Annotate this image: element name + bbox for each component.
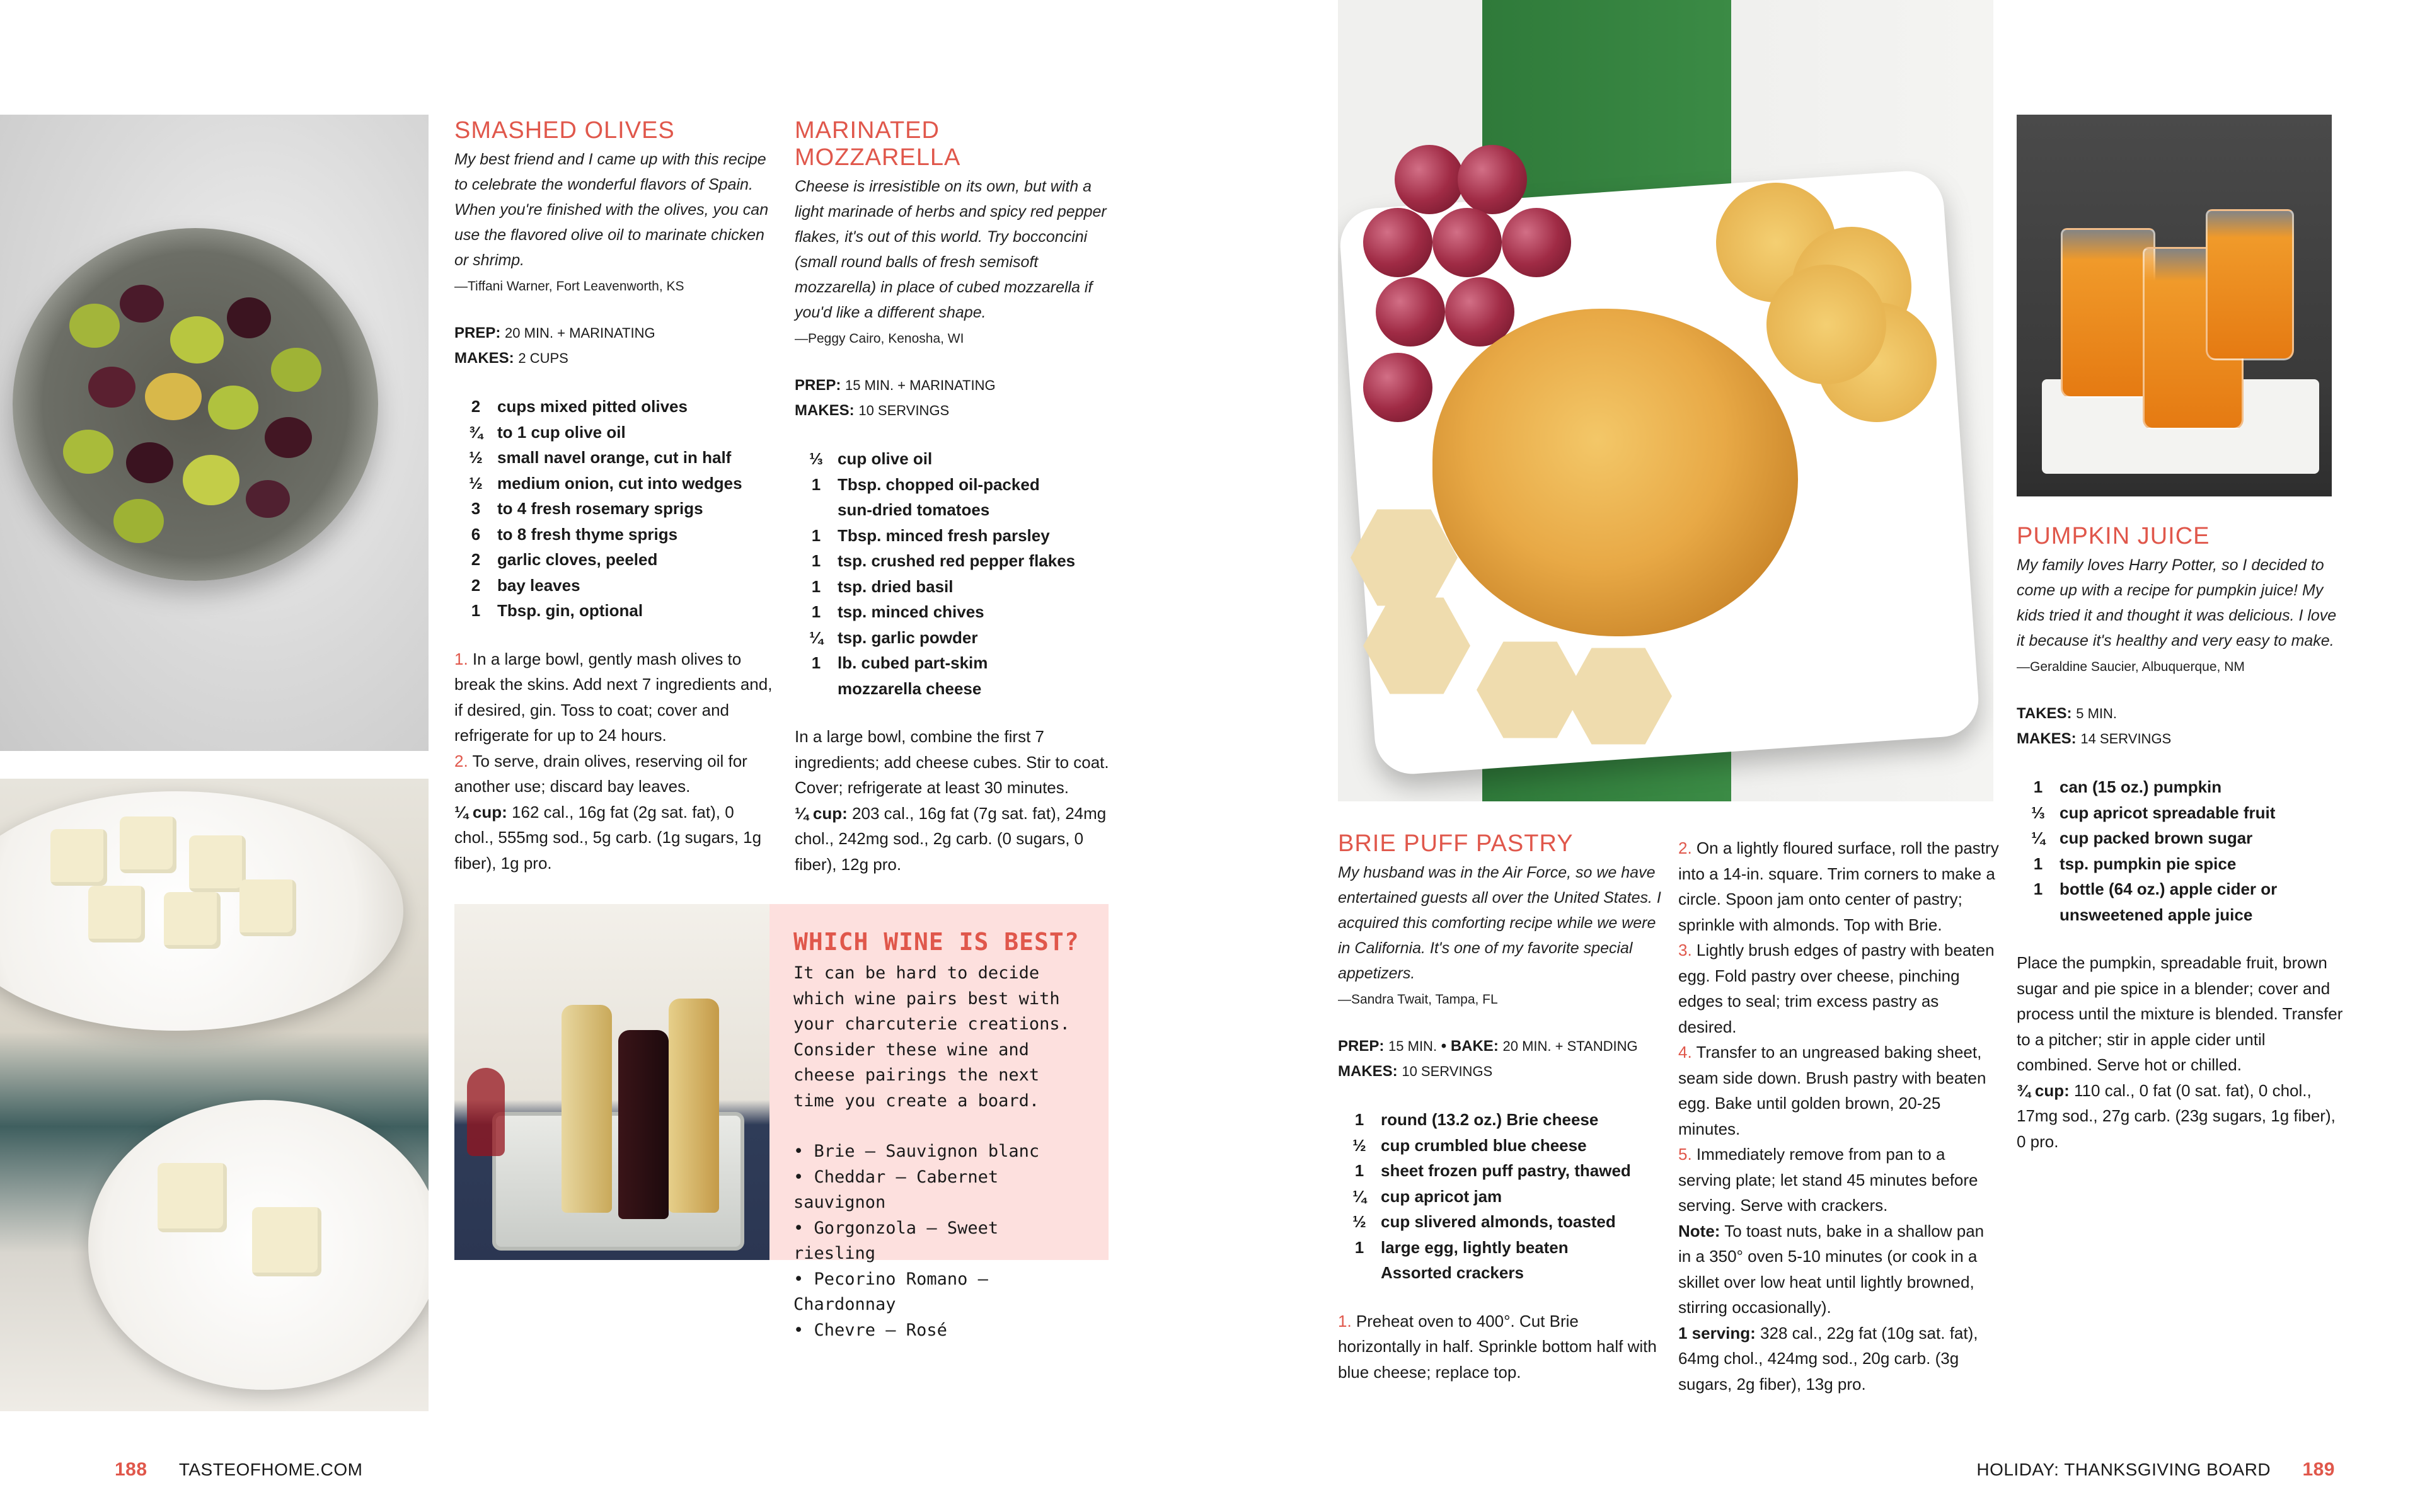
method-text: Place the pumpkin, spreadable fruit, brown sugar and pie spice in a blender; cover and process until the mixture is blended. Transfer to a pitcher; stir in apple cider until combined. Serve hot or chilled. xyxy=(2017,953,2343,1074)
pumpkin-juice-recipe xyxy=(2017,523,2344,1154)
ingredient-item xyxy=(454,445,776,471)
step-text: To serve, drain olives, reserving oil for another use; discard bay leaves. xyxy=(454,751,747,796)
section-name: HOLIDAY: THANKSGIVING BOARD xyxy=(1976,1460,2271,1479)
ingredient-item xyxy=(1338,1107,1666,1133)
ingredient-quantity: 2 xyxy=(471,575,481,595)
ingredient-item xyxy=(1338,1235,1666,1261)
ingredient-item xyxy=(795,472,1110,498)
step-text: In a large bowl, gently mash olives to break the skins. Add next 7 ingredients and, if desired, gin. Toss to coat; cover and refrigerate for up to 24 hours. xyxy=(454,649,773,745)
ingredient-item xyxy=(2017,800,2344,826)
ingredient-text: to 4 fresh rosemary sprigs xyxy=(497,499,703,518)
ingredient-item xyxy=(1338,1209,1666,1235)
ingredient-item xyxy=(454,420,776,445)
recipe-steps xyxy=(454,646,776,876)
recipe-meta xyxy=(795,373,1110,423)
ingredient-item xyxy=(2017,825,2344,851)
ingredient-item xyxy=(2017,774,2344,800)
ingredient-text: to 8 fresh thyme sprigs xyxy=(497,524,678,544)
ingredient-item xyxy=(795,574,1110,600)
pairing-list xyxy=(793,1139,1090,1343)
recipe-credit: —Sandra Twait, Tampa, FL xyxy=(1338,992,1498,1007)
prep-label: PREP: xyxy=(795,377,841,394)
recipe-steps xyxy=(1338,1309,1666,1385)
ingredient-item xyxy=(795,523,1110,549)
pairing-item: • Pecorino Romano — Chardonnay xyxy=(793,1269,988,1314)
pairing-item: • Cheddar — Cabernet sauvignon xyxy=(793,1167,999,1212)
step-text: Transfer to an ungreased baking sheet, seam side down. Brush pastry with beaten egg. Bake until golden brown, 20-25 minutes. xyxy=(1678,1043,1986,1138)
ingredient-item xyxy=(795,497,1110,523)
ingredient-quantity: ½ xyxy=(469,448,483,467)
ingredient-item xyxy=(795,446,1110,472)
recipe-meta xyxy=(454,321,776,371)
ingredient-item xyxy=(2017,876,2344,902)
sidebar-text: It can be hard to decide which wine pairs best with your charcuterie creations. Consider these wine and cheese pairings the next time you create a board. xyxy=(793,963,1070,1111)
makes-label: MAKES: xyxy=(795,402,855,419)
ingredient-quantity: 1 xyxy=(2033,854,2043,873)
ingredient-quantity: 1 xyxy=(811,525,821,545)
ingredient-item xyxy=(454,522,776,547)
ingredient-text: tsp. pumpkin pie spice xyxy=(2060,854,2237,873)
recipe-intro: My family loves Harry Potter, so I decided to come up with a recipe for pumpkin juice! My kids tried it and thought it was delicious. I love it because it's healthy and very easy to make. xyxy=(2017,556,2337,650)
ingredient-text: Tbsp. chopped oil-packed xyxy=(838,474,1040,494)
meta-separator: • xyxy=(1437,1038,1451,1055)
ingredient-quantity: 1 xyxy=(2033,777,2043,796)
ingredient-text: bottle (64 oz.) apple cider or xyxy=(2060,879,2278,898)
recipe-steps xyxy=(795,724,1110,877)
ingredient-quantity: ¼ xyxy=(2031,828,2045,847)
ingredient-item xyxy=(795,599,1110,625)
ingredient-quantity: ¼ xyxy=(1352,1186,1366,1206)
ingredient-text: cup slivered almonds, toasted xyxy=(1381,1212,1616,1231)
brie-puff-pastry-photo xyxy=(1338,0,1993,801)
makes-label: MAKES: xyxy=(2017,730,2077,747)
recipe-meta xyxy=(1338,1034,1666,1084)
step-text: Preheat oven to 400°. Cut Brie horizontally in half. Sprinkle bottom half with blue cheese; replace top. xyxy=(1338,1311,1657,1382)
ingredient-text: cups mixed pitted olives xyxy=(497,397,688,416)
step-number: 1. xyxy=(454,649,468,668)
page-number: 188 xyxy=(115,1459,147,1480)
recipe-title: SMASHED OLIVES xyxy=(454,117,675,144)
bake-time: 20 MIN. + STANDING xyxy=(1502,1038,1638,1054)
brie-steps-continued xyxy=(1678,835,2000,1397)
makes-label: MAKES: xyxy=(454,350,514,367)
ingredient-quantity: ½ xyxy=(1352,1135,1366,1155)
recipe-steps xyxy=(1678,835,2000,1397)
ingredient-text: tsp. dried basil xyxy=(838,576,954,596)
ingredient-item xyxy=(795,650,1110,676)
ingredient-text: Assorted crackers xyxy=(1381,1263,1524,1282)
ingredient-quantity xyxy=(1345,1260,1373,1286)
ingredient-text: Tbsp. gin, optional xyxy=(497,601,643,620)
ingredient-text: garlic cloves, peeled xyxy=(497,550,658,569)
ingredient-quantity: 1 xyxy=(811,576,821,596)
ingredient-item xyxy=(1338,1260,1666,1286)
nutrition-label: ¾ cup: xyxy=(2017,1080,2070,1100)
ingredient-quantity: ¼ xyxy=(809,627,823,647)
ingredient-text: cup apricot spreadable fruit xyxy=(2060,803,2276,822)
smashed-olives-photo xyxy=(0,115,429,751)
olive-bowl xyxy=(13,228,378,581)
ingredient-text: unsweetened apple juice xyxy=(2060,905,2253,924)
ingredient-item xyxy=(454,547,776,573)
recipe-steps xyxy=(2017,950,2344,1154)
ingredient-item xyxy=(795,676,1110,702)
ingredient-list xyxy=(1338,1107,1666,1286)
makes-amount: 14 SERVINGS xyxy=(2080,731,2172,747)
ingredient-list xyxy=(795,446,1110,701)
ingredient-item xyxy=(2017,902,2344,928)
step-text: Lightly brush edges of pastry with beaten egg. Fold pastry over cheese, pinching edges to seal; trim excess pastry as desired. xyxy=(1678,941,1995,1036)
ingredient-item xyxy=(454,471,776,496)
ingredient-list xyxy=(2017,774,2344,927)
ingredient-quantity: ⅓ xyxy=(809,449,823,468)
pairing-item: • Gorgonzola — Sweet riesling xyxy=(793,1218,999,1263)
left-page-footer xyxy=(115,1459,363,1480)
ingredient-quantity xyxy=(802,676,830,702)
pairing-item: • Chevre — Rosé xyxy=(793,1320,947,1340)
recipe-credit: —Tiffani Warner, Fort Leavenworth, KS xyxy=(454,279,684,294)
ingredient-item xyxy=(454,394,776,420)
ingredient-item xyxy=(454,496,776,522)
ingredient-quantity: ⅓ xyxy=(2031,803,2045,822)
brie-puff-pastry-recipe xyxy=(1338,830,1666,1385)
step-number: 4. xyxy=(1678,1043,1692,1062)
ingredient-text: can (15 oz.) pumpkin xyxy=(2060,777,2222,796)
recipe-credit: —Geraldine Saucier, Albuquerque, NM xyxy=(2017,660,2245,674)
ingredient-text: medium onion, cut into wedges xyxy=(497,473,742,493)
nutrition-label: ¼ cup: xyxy=(795,803,848,823)
recipe-intro: My best friend and I came up with this recipe to celebrate the wonderful flavors of Spain. When you're finished with the olives, you can use the flavored olive oil to marinate chicken or shrimp. xyxy=(454,151,769,269)
makes-amount: 10 SERVINGS xyxy=(858,403,950,418)
nutrition-label: ¼ cup: xyxy=(454,802,507,822)
recipe-intro: Cheese is irresistible on its own, but with a light marinade of herbs and spicy red pepper flakes, it's out of this world. Try bocconcini (small round balls of fresh semisoft mozzarella) in place of cubed mozzarella if you'd like a different shape. xyxy=(795,178,1107,321)
ingredient-text: sun-dried tomatoes xyxy=(838,500,990,519)
takes-time: 5 MIN. xyxy=(2076,706,2118,721)
prep-time: 15 MIN. xyxy=(1388,1038,1438,1054)
ingredient-quantity: ¾ xyxy=(469,422,483,442)
step-number: 5. xyxy=(1678,1145,1692,1164)
prep-time: 20 MIN. + MARINATING xyxy=(505,325,655,341)
ingredient-item xyxy=(1338,1133,1666,1159)
ingredient-text: bay leaves xyxy=(497,575,580,595)
step-number: 3. xyxy=(1678,941,1692,959)
ingredient-text: lb. cubed part-skim xyxy=(838,653,988,672)
ingredient-item xyxy=(454,598,776,624)
ingredient-quantity: 1 xyxy=(811,474,821,494)
ingredient-list xyxy=(454,394,776,624)
ingredient-text: round (13.2 oz.) Brie cheese xyxy=(1381,1110,1599,1129)
note-label: Note: xyxy=(1678,1221,1720,1240)
wine-bottles-photo xyxy=(454,904,769,1260)
takes-label: TAKES: xyxy=(2017,705,2072,722)
nutrition-label: 1 serving: xyxy=(1678,1323,1756,1343)
ingredient-quantity: ½ xyxy=(469,473,483,493)
makes-amount: 2 CUPS xyxy=(518,350,568,366)
ingredient-text: cup olive oil xyxy=(838,449,933,468)
prep-time: 15 MIN. + MARINATING xyxy=(845,377,996,393)
recipe-intro: My husband was in the Air Force, so we have entertained guests all over the United States. I acquired this comforting recipe while we were in California. It's one of my favorite special appetizers. xyxy=(1338,864,1661,982)
marinated-mozzarella-recipe xyxy=(795,117,1110,877)
ingredient-item xyxy=(795,548,1110,574)
pumpkin-juice-photo xyxy=(2017,115,2332,496)
nutrition-text: 203 cal., 16g fat (7g sat. fat), 24mg chol., 242mg sod., 2g carb. (0 sugars, 0 fiber), 12g pro. xyxy=(795,803,1107,874)
ingredient-quantity: 1 xyxy=(2033,879,2043,898)
ingredient-quantity: 2 xyxy=(471,397,481,416)
nutrition-text: 328 cal., 22g fat (10g sat. fat), 64mg chol., 424mg sod., 20g carb. (3g sugars, 2g fiber), 13g pro. xyxy=(1678,1323,1978,1394)
nutrition-text: 162 cal., 16g fat (2g sat. fat), 0 chol., 555mg sod., 5g carb. (1g sugars, 1g fiber), 1g pro. xyxy=(454,802,762,873)
ingredient-quantity xyxy=(802,497,830,523)
bake-label: BAKE: xyxy=(1450,1038,1499,1055)
step-text: Immediately remove from pan to a serving plate; let stand 45 minutes before serving. Serve with crackers. xyxy=(1678,1145,1978,1215)
ingredient-text: cup crumbled blue cheese xyxy=(1381,1135,1587,1155)
ingredient-quantity: 2 xyxy=(471,550,481,569)
ingredient-quantity: 6 xyxy=(471,524,481,544)
ingredient-text: small navel orange, cut in half xyxy=(497,448,732,467)
ingredient-quantity: 1 xyxy=(1354,1161,1364,1180)
makes-label: MAKES: xyxy=(1338,1063,1398,1080)
ingredient-item xyxy=(795,625,1110,651)
ingredient-text: to 1 cup olive oil xyxy=(497,422,626,442)
ingredient-item xyxy=(1338,1184,1666,1210)
ingredient-text: tsp. minced chives xyxy=(838,602,984,621)
ingredient-text: cup packed brown sugar xyxy=(2060,828,2253,847)
ingredient-text: sheet frozen puff pastry, thawed xyxy=(1381,1161,1631,1180)
site-name: TASTEOFHOME.COM xyxy=(178,1460,363,1479)
sidebar-body xyxy=(793,961,1090,1343)
ingredient-text: tsp. garlic powder xyxy=(838,627,978,647)
ingredient-quantity: ½ xyxy=(1352,1212,1366,1231)
method-text: In a large bowl, combine the first 7 ingredients; add cheese cubes. Stir to coat. Cover; refrigerate at least 30 minutes. xyxy=(795,727,1109,797)
ingredient-text: Tbsp. minced fresh parsley xyxy=(838,525,1050,545)
recipe-meta xyxy=(2017,701,2344,752)
ingredient-quantity: 1 xyxy=(1354,1237,1364,1257)
ingredient-quantity: 3 xyxy=(471,499,481,518)
ingredient-quantity: 1 xyxy=(811,653,821,672)
prep-label: PREP: xyxy=(454,324,501,341)
pairing-item: • Brie — Sauvignon blanc xyxy=(793,1142,1040,1161)
step-number: 1. xyxy=(1338,1311,1352,1331)
step-number: 2. xyxy=(454,751,468,770)
page-number: 189 xyxy=(2302,1459,2335,1480)
prep-label: PREP: xyxy=(1338,1038,1385,1055)
sidebar-title: WHICH WINE IS BEST? xyxy=(793,928,1080,956)
step-number: 2. xyxy=(1678,839,1692,857)
ingredient-text: tsp. crushed red pepper flakes xyxy=(838,551,1076,570)
note-text: To toast nuts, bake in a shallow pan in a 350° oven 5-10 minutes (or cook in a skillet over low heat until lightly browned, stirring occasionally). xyxy=(1678,1221,1985,1317)
ingredient-item xyxy=(454,573,776,598)
ingredient-quantity: 1 xyxy=(811,551,821,570)
ingredient-quantity: 1 xyxy=(471,601,481,620)
ingredient-text: large egg, lightly beaten xyxy=(1381,1237,1569,1257)
makes-amount: 10 SERVINGS xyxy=(1402,1063,1493,1079)
wine-pairing-sidebar xyxy=(769,904,1109,1340)
ingredient-quantity: 1 xyxy=(811,602,821,621)
ingredient-quantity xyxy=(2024,902,2052,928)
ingredient-text: cup apricot jam xyxy=(1381,1186,1502,1206)
ingredient-quantity: 1 xyxy=(1354,1110,1364,1129)
recipe-title: BRIE PUFF PASTRY xyxy=(1338,830,1574,857)
nutrition-text: 110 cal., 0 fat (0 sat. fat), 0 chol., 17mg sod., 27g carb. (23g sugars, 1g fiber), 0 pro. xyxy=(2017,1080,2336,1151)
ingredient-item xyxy=(1338,1158,1666,1184)
ingredient-text: mozzarella cheese xyxy=(838,679,982,698)
marinated-mozzarella-photo xyxy=(0,779,429,1411)
recipe-title: MARINATED MOZZARELLA xyxy=(795,117,961,171)
right-page-footer xyxy=(1976,1459,2335,1480)
ingredient-item xyxy=(2017,851,2344,877)
step-text: On a lightly floured surface, roll the pastry into a 14-in. square. Trim corners to make a circle. Spoon jam onto center of pastry; sprinkle with almonds. Top with Brie. xyxy=(1678,839,1999,934)
smashed-olives-recipe xyxy=(454,117,776,876)
recipe-title: PUMPKIN JUICE xyxy=(2017,523,2210,549)
recipe-credit: —Peggy Cairo, Kenosha, WI xyxy=(795,331,964,346)
